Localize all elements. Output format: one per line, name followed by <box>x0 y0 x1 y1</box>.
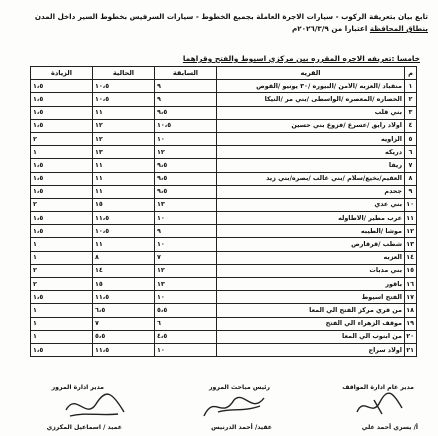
fare-increase: ١،٥ <box>31 212 93 225</box>
previous-fare: ٦ <box>155 317 217 330</box>
fare-increase: ١ <box>31 317 93 330</box>
previous-fare: ٩،٥ <box>155 159 217 172</box>
table-row <box>31 132 417 145</box>
village-name: عرب مطير /الاطاوله <box>217 212 405 225</box>
previous-fare: ١٠ <box>155 343 217 356</box>
table-row <box>31 159 417 172</box>
village-name: العقيم/بخيع/سلام /بني غالب /بصره/بني زيد <box>217 172 405 185</box>
current-fare: ٧ <box>93 317 155 330</box>
signature-title-traffic-director: مدير ادارة المرور <box>51 384 104 391</box>
previous-fare: ٧ <box>155 251 217 264</box>
row-index: ٢٠ <box>405 330 417 343</box>
table-row <box>31 278 417 291</box>
row-index: ١٦ <box>405 278 417 291</box>
previous-fare: ٥،٥ <box>155 304 217 317</box>
fare-increase: ١،٥ <box>31 185 93 198</box>
jurisdiction-label: بنطاق المحافظة <box>369 24 428 33</box>
fare-increase: ٢ <box>31 132 93 145</box>
village-name: العزبه <box>217 251 405 264</box>
village-name: جحدم <box>217 185 405 198</box>
fare-increase: ١،٥ <box>31 159 93 172</box>
previous-fare: ٩ <box>155 93 217 106</box>
table-row <box>31 172 417 185</box>
village-name: اولاد سراج <box>217 343 405 356</box>
village-name: من ابنوب الي المعا <box>217 330 405 343</box>
fare-increase: ١،٥ <box>31 93 93 106</box>
previous-fare: ٤،٥ <box>155 330 217 343</box>
previous-fare: ١٠ <box>155 291 217 304</box>
fare-table <box>30 66 417 357</box>
previous-fare: ١٣ <box>155 278 217 291</box>
fare-table-body <box>31 80 417 357</box>
table-row <box>31 343 417 356</box>
row-index: ٩ <box>405 185 417 198</box>
signature-name-parking: أ/ يسري أحمد علي <box>361 424 418 431</box>
current-fare: ١٥ <box>93 278 155 291</box>
column-header-index: م <box>405 67 417 80</box>
current-fare: ١٢ <box>93 132 155 145</box>
previous-fare: ٩،٥ <box>155 172 217 185</box>
current-fare: ١٠،٥ <box>93 93 155 106</box>
previous-fare: ١٣ <box>155 198 217 211</box>
fare-increase: ١ <box>31 330 93 343</box>
village-name: الفتح اسيوط <box>217 291 405 304</box>
signature-investigations-scribble <box>200 390 270 422</box>
village-name: الزاويه <box>217 132 405 145</box>
table-row <box>31 225 417 238</box>
row-index: ٥ <box>405 132 417 145</box>
village-name: شطب /قرقارص <box>217 238 405 251</box>
table-row <box>31 146 417 159</box>
row-index: ١٧ <box>405 291 417 304</box>
table-row <box>31 304 417 317</box>
village-name: اولاد رايق /عسرع /فزوع بني حسين <box>217 119 405 132</box>
current-fare: ٦،٥ <box>93 304 155 317</box>
row-index: ٢١ <box>405 343 417 356</box>
fare-increase: ١،٥ <box>31 172 93 185</box>
fare-increase: ١ <box>31 146 93 159</box>
document-subheading <box>292 24 428 33</box>
table-row <box>31 264 417 277</box>
village-name: ريفا <box>217 159 405 172</box>
current-fare: ١١ <box>93 106 155 119</box>
signature-name-traffic-investigations: عقيد/ أحمد الدرنيس <box>211 424 272 431</box>
row-index: ١١ <box>405 212 417 225</box>
table-row <box>31 291 417 304</box>
current-fare: ١١،٥ <box>93 212 155 225</box>
row-index: ١ <box>405 80 417 93</box>
village-name: بني قلب <box>217 106 405 119</box>
row-index: ٢ <box>405 93 417 106</box>
fare-increase: ١،٥ <box>31 80 93 93</box>
signature-title-parking: مدير عام ادارة المواقف <box>342 384 414 391</box>
row-index: ١٣ <box>405 238 417 251</box>
table-row <box>31 198 417 211</box>
previous-fare: ٩،٥ <box>155 185 217 198</box>
row-index: ٨ <box>405 172 417 185</box>
table-row <box>31 330 417 343</box>
village-name: موقف الزهراء الي الفتح <box>217 317 405 330</box>
previous-fare: ١٠ <box>155 132 217 145</box>
table-row <box>31 106 417 119</box>
fare-increase: ١،٥ <box>31 225 93 238</box>
fare-increase: ١ <box>31 238 93 251</box>
fare-increase: ٢ <box>31 198 93 211</box>
section-title: خامسا :تعريفه الاجره المقرره بين مركزي اسيوط والفتح وقراهما <box>182 54 420 63</box>
village-name: باقور <box>217 278 405 291</box>
signature-name-traffic-director: عميد / اسماعيل المكرزي <box>46 424 122 431</box>
current-fare: ٨ <box>93 251 155 264</box>
fare-increase: ١،٥ <box>31 119 93 132</box>
village-name: دريكه <box>217 146 405 159</box>
column-header-increase: الزيادة <box>31 67 93 80</box>
signature-director-scribble <box>60 390 130 422</box>
row-index: ٦ <box>405 146 417 159</box>
row-index: ١٨ <box>405 304 417 317</box>
village-name: الحصاره /المعصره /الواسطى /بني مر /النيكا <box>217 93 405 106</box>
village-name: بني عدي <box>217 198 405 211</box>
village-name: بني مدبات <box>217 264 405 277</box>
current-fare: ١٣ <box>93 146 155 159</box>
current-fare: ١١ <box>93 159 155 172</box>
current-fare: ١٢ <box>93 119 155 132</box>
previous-fare: ٩ <box>155 225 217 238</box>
current-fare: ١٤ <box>93 264 155 277</box>
village-name: من قري مركز الفتح الي المعا <box>217 304 405 317</box>
current-fare: ١١ <box>93 172 155 185</box>
current-fare: ١١،٥ <box>93 291 155 304</box>
row-index: ١٩ <box>405 317 417 330</box>
current-fare: ١١ <box>93 238 155 251</box>
row-index: ١٤ <box>405 251 417 264</box>
column-header-current: الحالية <box>93 67 155 80</box>
table-row <box>31 93 417 106</box>
previous-fare: ٩،٥ <box>155 106 217 119</box>
table-row <box>31 119 417 132</box>
current-fare: ١٠،٥ <box>93 80 155 93</box>
table-header-row <box>31 67 417 80</box>
current-fare: ١٠،٥ <box>93 225 155 238</box>
village-name: موشا /الطيبه <box>217 225 405 238</box>
previous-fare: ١٠،٥ <box>155 119 217 132</box>
row-index: ١٥ <box>405 264 417 277</box>
current-fare: ١١ <box>93 185 155 198</box>
column-header-previous: السابقة <box>155 67 217 80</box>
fare-increase: ٢ <box>31 264 93 277</box>
fare-increase: ٢ <box>31 278 93 291</box>
effective-date: اعتبارا من ٢٠٢٦/٣/٩م <box>291 24 368 33</box>
fare-increase: ١،٥ <box>31 343 93 356</box>
fare-increase: ١،٥ <box>31 106 93 119</box>
table-row <box>31 80 417 93</box>
row-index: ١٢ <box>405 225 417 238</box>
previous-fare: ١٠ <box>155 212 217 225</box>
signature-title-traffic-investigations: رئيس مباحث المرور <box>208 384 270 391</box>
table-row <box>31 251 417 264</box>
document-heading: تابع بيان بتعريفة الركوب - سيارات الاجرة العاملة بجميع الخطوط - سيارات السرفيس بخطوط السير داخل المدن <box>34 12 428 21</box>
table-row <box>31 317 417 330</box>
table-row <box>31 238 417 251</box>
village-name: منقباد /العزبه /الامن /البيوره /٣٠ يونيو /القوص <box>217 80 405 93</box>
column-header-village: القريه <box>217 67 405 80</box>
fare-increase: ١ <box>31 251 93 264</box>
row-index: ٣ <box>405 106 417 119</box>
previous-fare: ١٠ <box>155 238 217 251</box>
row-index: ٤ <box>405 119 417 132</box>
row-index: ٧ <box>405 159 417 172</box>
current-fare: ٥،٥ <box>93 330 155 343</box>
current-fare: ١٥ <box>93 198 155 211</box>
current-fare: ١١،٥ <box>93 343 155 356</box>
fare-increase: ١،٥ <box>31 291 93 304</box>
previous-fare: ٩ <box>155 80 217 93</box>
previous-fare: ١٢ <box>155 264 217 277</box>
signature-parking-scribble <box>352 390 412 420</box>
table-row <box>31 212 417 225</box>
signature-block <box>0 372 438 436</box>
table-row <box>31 185 417 198</box>
fare-increase: ١ <box>31 304 93 317</box>
previous-fare: ١٢ <box>155 146 217 159</box>
row-index: ١٠ <box>405 198 417 211</box>
